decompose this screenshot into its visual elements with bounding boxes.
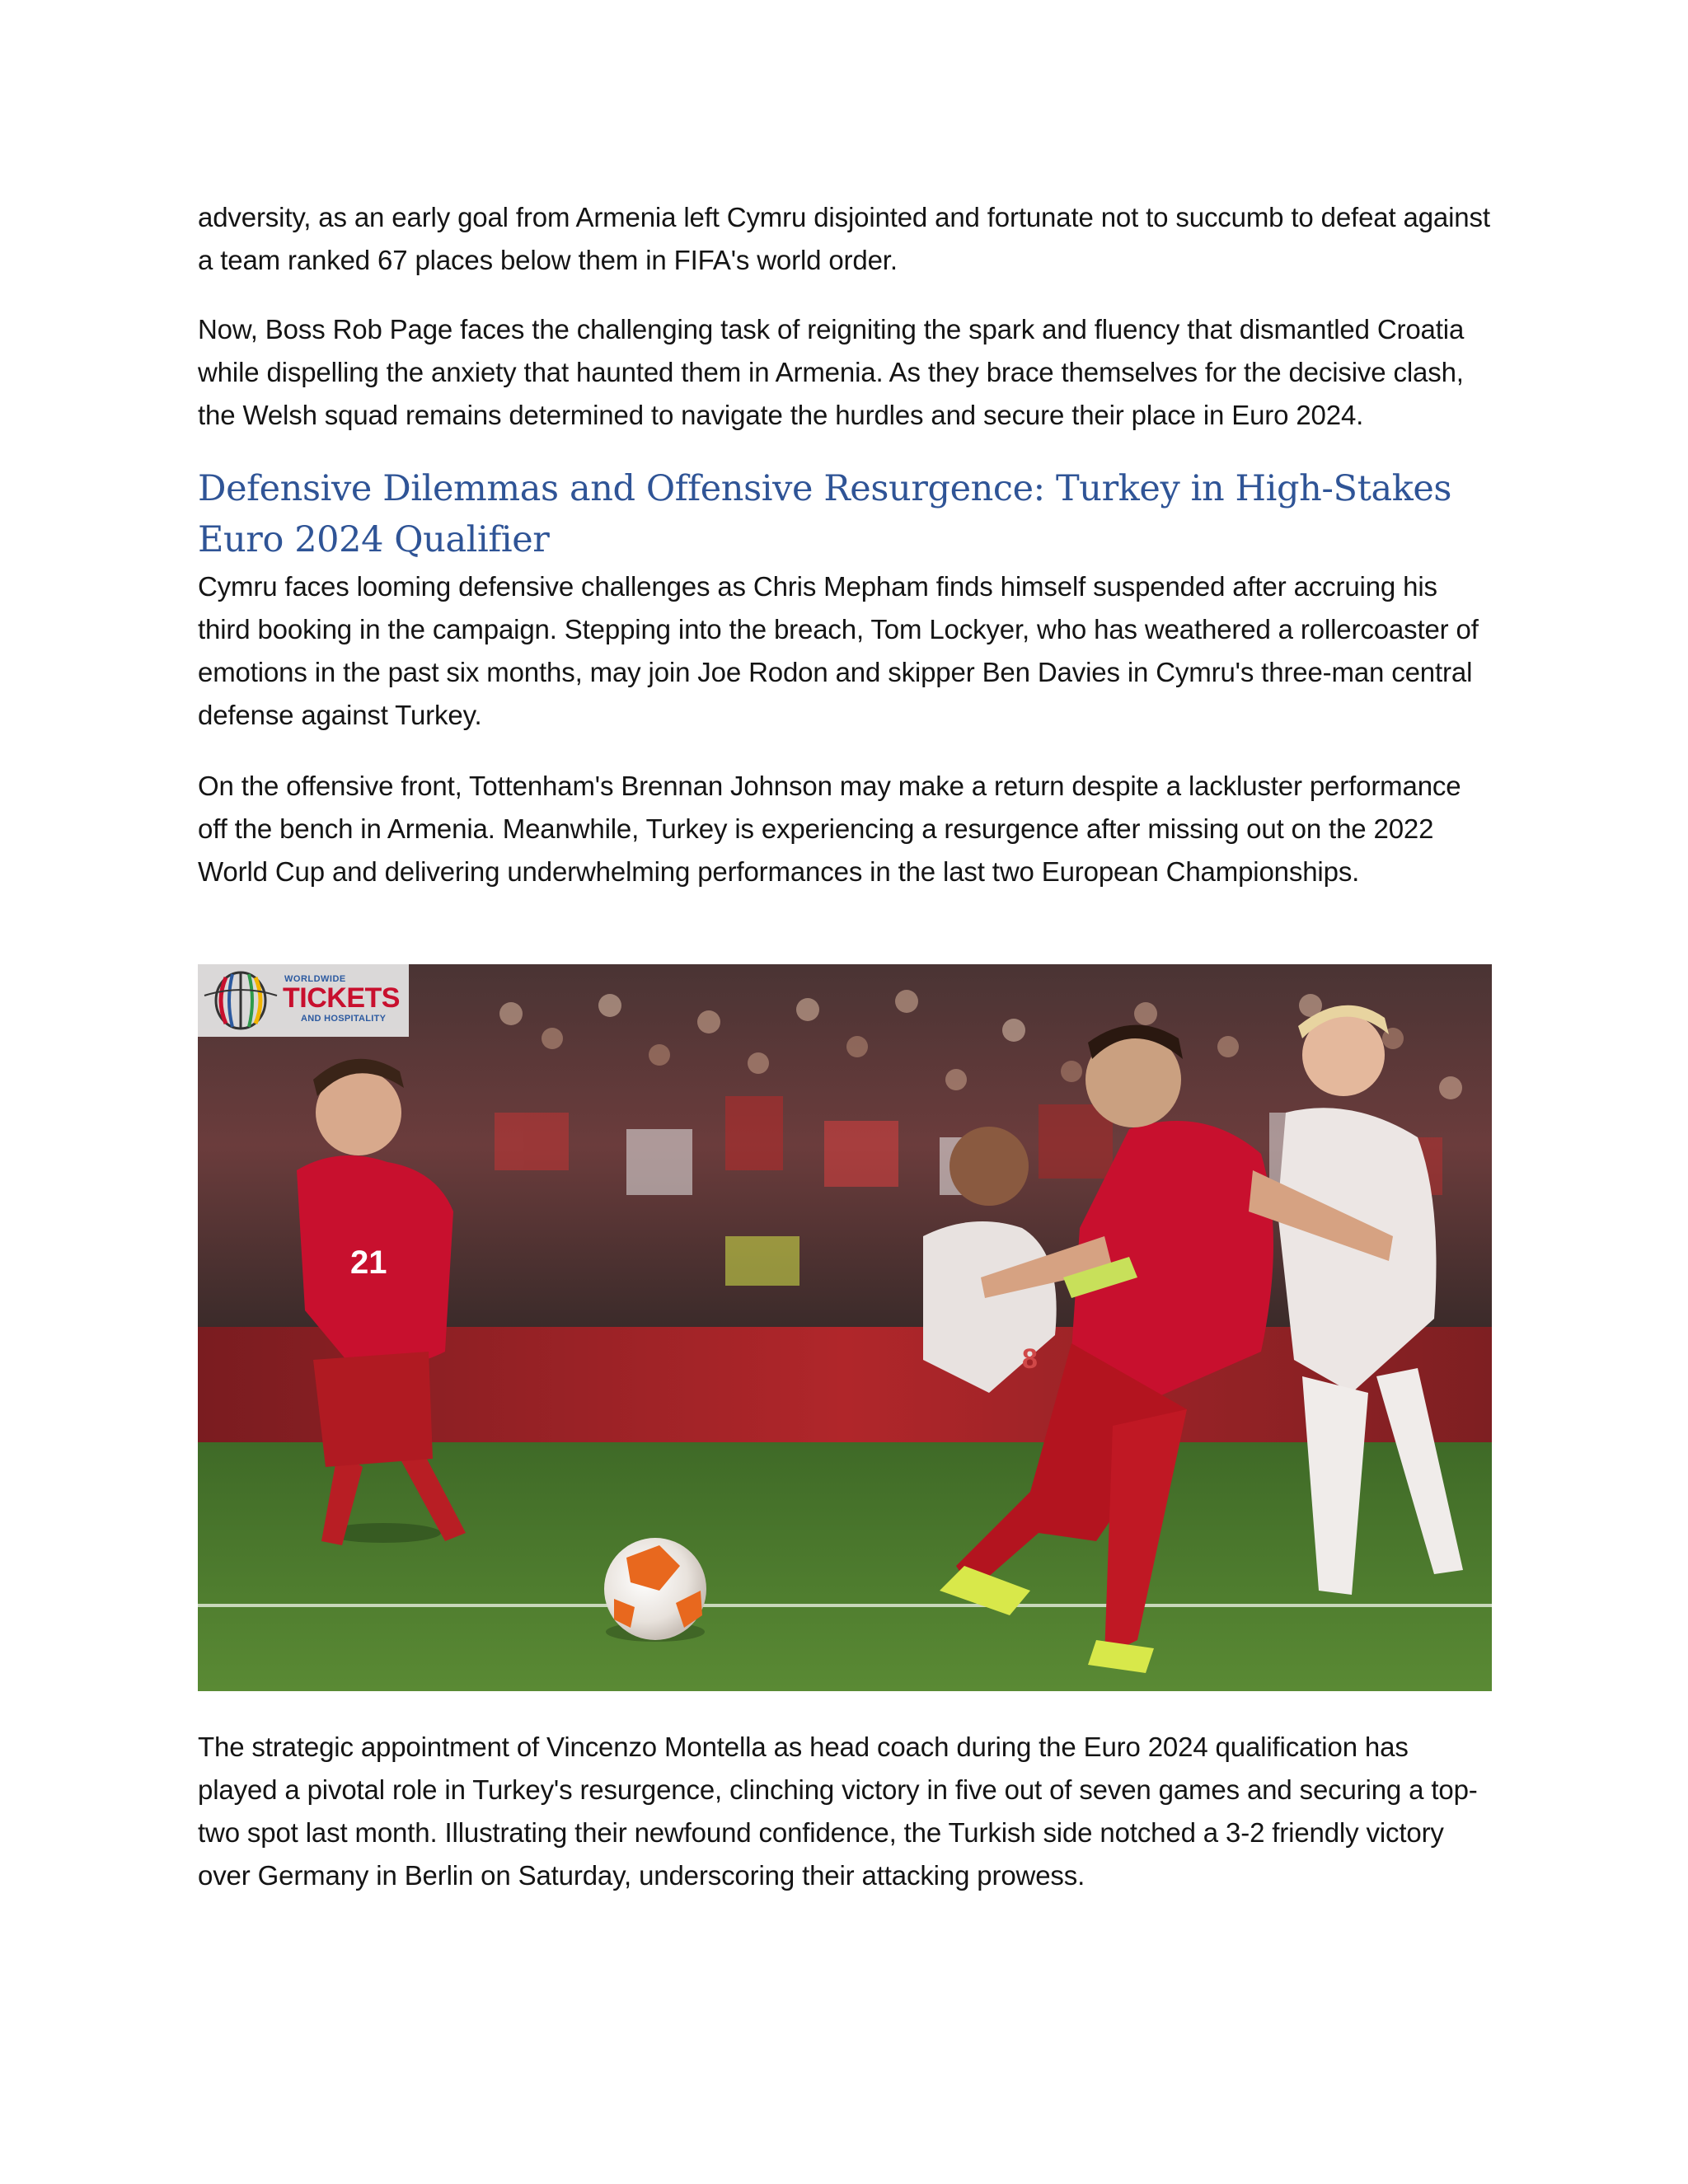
- football: [604, 1538, 706, 1642]
- match-photo-illustration: [198, 964, 1492, 1691]
- paragraph-adversity: adversity, as an early goal from Armenia left Cymru disjointed and fortunate not to succumb to defeat against a team ranked 67 places below them in FIFA's world order.: [198, 202, 1490, 275]
- watermark-line-hospitality: AND HOSPITALITY: [301, 1014, 387, 1024]
- tickets-watermark: [198, 964, 409, 1037]
- paragraph-defensive-challenges: Cymru faces looming defensive challenges as Chris Mepham finds himself suspended after accruing his third booking in the campaign. Stepping into the breach, Tom Lockyer, who has weathered a rollercoaster of emotions in the past six months, may join Joe Rodon and skipper Ben Davies in Cymru's three-man central defense against Turkey.: [198, 571, 1479, 730]
- globe-logo-icon: [201, 968, 280, 1033]
- paragraph-rob-page: Now, Boss Rob Page faces the challenging task of reigniting the spark and fluency that dismantled Croatia while dispelling the anxiety that haunted them in Armenia. As they brace themselves for the decisive clash, the Welsh squad remains determined to navigate the hurdles and secure their place in Euro 2024.: [198, 314, 1465, 430]
- shirt-number-left: 21: [350, 1244, 387, 1281]
- match-photo: [198, 964, 1492, 1691]
- shirt-number-wales: 8: [1022, 1343, 1038, 1375]
- watermark-line-tickets: TICKETS: [283, 982, 400, 1014]
- paragraph-offensive-front: On the offensive front, Tottenham's Brennan Johnson may make a return despite a lackluster performance off the bench in Armenia. Meanwhile, Turkey is experiencing a resurgence after missing out on the 2022 World Cup and delivering underwhelming performances in the last two European Championships.: [198, 771, 1461, 887]
- watermark-line-worldwide: WORLDWIDE: [284, 974, 346, 984]
- pitch: [198, 1442, 1492, 1691]
- section-heading: Defensive Dilemmas and Offensive Resurgence: Turkey in High-Stakes Euro 2024 Qualifier: [198, 468, 1452, 560]
- paragraph-montella: The strategic appointment of Vincenzo Montella as head coach during the Euro 2024 qualification has played a pivotal role in Turkey's resurgence, clinching victory in five out of seven games and securing a top-two spot last month. Illustrating their newfound confidence, the Turkish side notched a 3-2 friendly victory over Germany in Berlin on Saturday, underscoring their attacking prowess.: [198, 1732, 1478, 1891]
